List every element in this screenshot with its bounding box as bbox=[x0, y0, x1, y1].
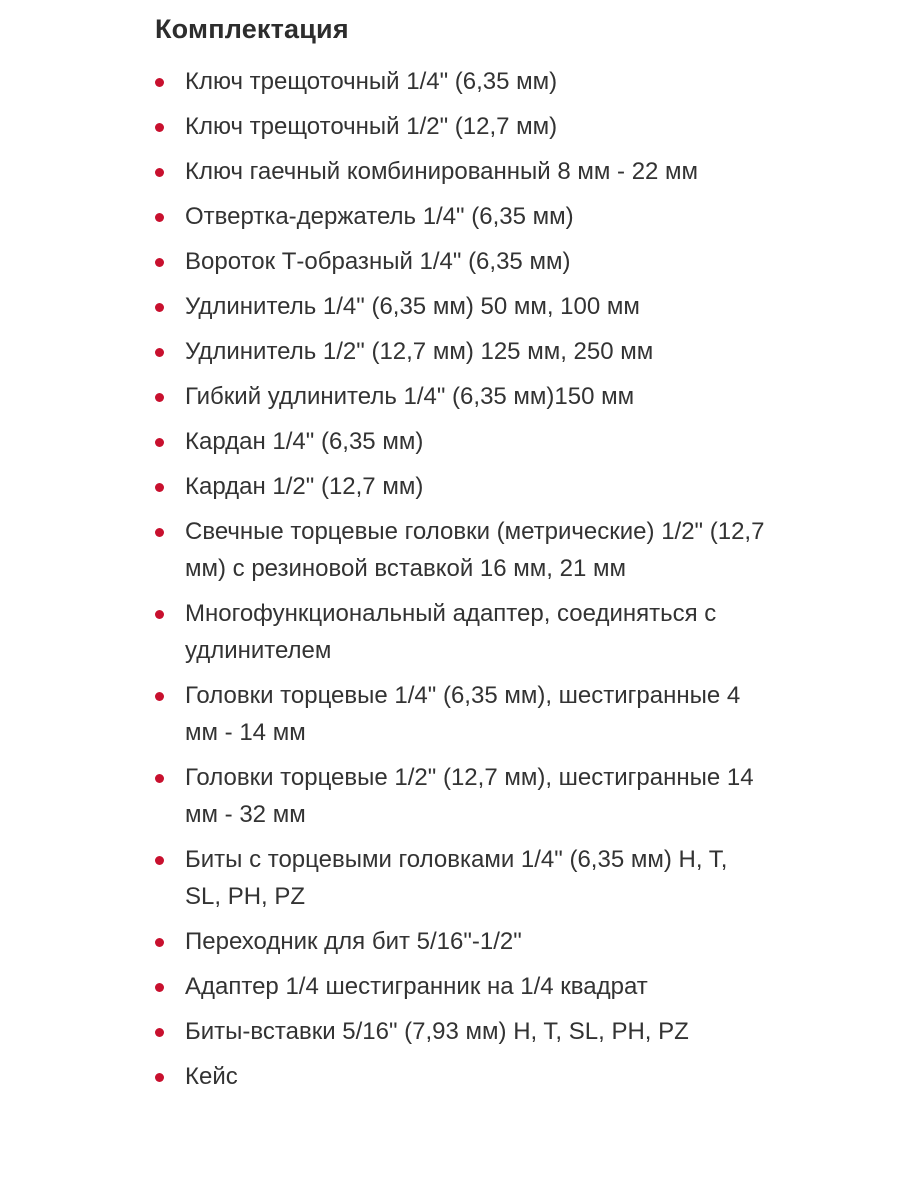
list-item-text: Гибкий удлинитель 1/4" (6,35 мм)150 мм bbox=[185, 383, 635, 410]
list-item-text: Многофункциональный адаптер, соединяться с удлинителем bbox=[185, 600, 717, 664]
bullet-dot-icon bbox=[155, 438, 164, 447]
bullet-dot-icon bbox=[155, 856, 164, 865]
bullet-dot-icon bbox=[155, 1028, 164, 1037]
list-item bbox=[155, 423, 765, 460]
bullet-dot-icon bbox=[155, 938, 164, 947]
list-item bbox=[155, 468, 765, 505]
list-item-text: Биты с торцевыми головками 1/4" (6,35 мм) H, T, SL, PH, PZ bbox=[185, 846, 728, 910]
list-item-text: Головки торцевые 1/4" (6,35 мм), шестигранные 4 мм - 14 мм bbox=[185, 682, 741, 746]
list-item-text: Биты-вставки 5/16" (7,93 мм) H, T, SL, PH, PZ bbox=[185, 1018, 689, 1045]
list-item-text: Адаптер 1/4 шестигранник на 1/4 квадрат bbox=[185, 973, 648, 1000]
bullet-dot-icon bbox=[155, 1073, 164, 1082]
list-item bbox=[155, 841, 765, 915]
list-item bbox=[155, 198, 765, 235]
list-item-text: Ключ гаечный комбинированный 8 мм - 22 мм bbox=[185, 158, 699, 185]
list-item-text: Ключ трещоточный 1/2" (12,7 мм) bbox=[185, 113, 558, 140]
list-item-text: Вороток Т-образный 1/4" (6,35 мм) bbox=[185, 248, 571, 275]
list-item bbox=[155, 288, 765, 325]
bullet-dot-icon bbox=[155, 393, 164, 402]
bullet-dot-icon bbox=[155, 168, 164, 177]
bullet-dot-icon bbox=[155, 774, 164, 783]
list-item bbox=[155, 759, 765, 833]
bullet-dot-icon bbox=[155, 528, 164, 537]
list-item-text: Кардан 1/4" (6,35 мм) bbox=[185, 428, 424, 455]
list-item bbox=[155, 1058, 765, 1095]
equipment-list bbox=[155, 63, 900, 1095]
bullet-dot-icon bbox=[155, 213, 164, 222]
bullet-dot-icon bbox=[155, 123, 164, 132]
list-item bbox=[155, 63, 765, 100]
list-item bbox=[155, 677, 765, 751]
list-item bbox=[155, 378, 765, 415]
list-item-text: Удлинитель 1/4" (6,35 мм) 50 мм, 100 мм bbox=[185, 293, 640, 320]
list-item bbox=[155, 108, 765, 145]
list-item bbox=[155, 513, 765, 587]
list-item-text: Отвертка-держатель 1/4" (6,35 мм) bbox=[185, 203, 574, 230]
bullet-dot-icon bbox=[155, 303, 164, 312]
bullet-dot-icon bbox=[155, 258, 164, 267]
list-item bbox=[155, 243, 765, 280]
list-item bbox=[155, 153, 765, 190]
bullet-dot-icon bbox=[155, 983, 164, 992]
list-item-text: Кардан 1/2" (12,7 мм) bbox=[185, 473, 424, 500]
bullet-dot-icon bbox=[155, 610, 164, 619]
list-item bbox=[155, 1013, 765, 1050]
list-item bbox=[155, 923, 765, 960]
list-item bbox=[155, 968, 765, 1005]
list-item-text: Ключ трещоточный 1/4" (6,35 мм) bbox=[185, 68, 558, 95]
list-item-text: Переходник для бит 5/16"-1/2" bbox=[185, 928, 522, 955]
list-item-text: Свечные торцевые головки (метрические) 1/2" (12,7 мм) с резиновой вставкой 16 мм, 21 мм bbox=[185, 518, 765, 582]
bullet-dot-icon bbox=[155, 483, 164, 492]
bullet-dot-icon bbox=[155, 348, 164, 357]
section-heading: Комплектация bbox=[155, 14, 349, 44]
list-item bbox=[155, 333, 765, 370]
bullet-dot-icon bbox=[155, 692, 164, 701]
list-item-text: Удлинитель 1/2" (12,7 мм) 125 мм, 250 мм bbox=[185, 338, 654, 365]
list-item-text: Кейс bbox=[185, 1063, 238, 1090]
list-item bbox=[155, 595, 765, 669]
bullet-dot-icon bbox=[155, 78, 164, 87]
list-item-text: Головки торцевые 1/2" (12,7 мм), шестигранные 14 мм - 32 мм bbox=[185, 764, 754, 828]
